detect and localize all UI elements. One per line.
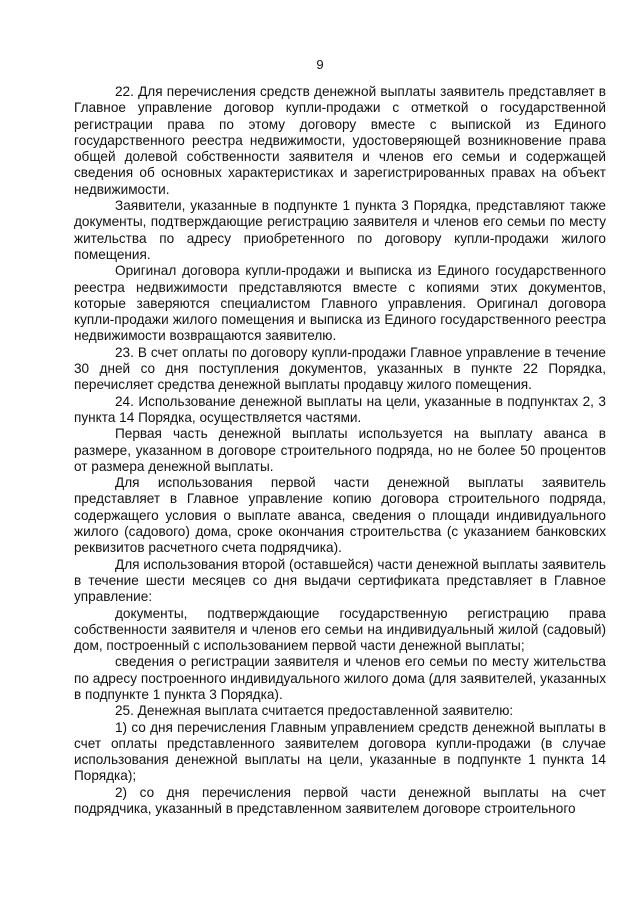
paragraph-original-documents: Оригинал договора купли-продажи и выписка из Единого государственного реестра недвижимости представляются вместе с копиями этих документов, которые заверяются специалистом Главного управления. Оригинал договора купли-продажи жилого помещения и выписка из Единого государственного реестра недвижимости возвращаются заявителю.: [74, 263, 606, 344]
paragraph-25-item-2: 2) со дня перечисления первой части денежной выплаты на счет подрядчика, указанный в представленном заявителем договоре строительного: [74, 784, 606, 817]
document-body: [74, 84, 606, 817]
paragraph-25: 25. Денежная выплата считается предоставленной заявителю:: [115, 703, 514, 719]
paragraph-24: 24. Использование денежной выплаты на цели, указанные в подпунктах 2, 3 пункта 14 Порядка, осуществляется частями.: [74, 393, 606, 425]
paragraph-23: 23. В счет оплаты по договору купли-продажи Главное управление в течение 30 дней со дня поступления документов, указанных в пункте 22 Порядка, перечисляет средства денежной выплаты продавцу жилого помещения.: [74, 344, 606, 393]
paragraph-registration-info: сведения о регистрации заявителя и членов его семьи по месту жительства по адресу построенного индивидуального жилого дома (для заявителей, указанных в подпункте 1 пункта 3 Порядка).: [74, 654, 606, 702]
paragraph-applicants-registration: Заявители, указанные в подпункте 1 пункта 3 Порядка, представляют также документы, подтверждающие регистрацию заявителя и членов его семьи по месту жительства по адресу приобретенного по договору купли-продажи жилого помещения.: [74, 198, 606, 262]
paragraph-25-item-1: 1) со дня перечисления Главным управлением средств денежной выплаты в счет оплаты представленного заявителем договора купли-продажи (в случае использования денежной выплаты на цели, указанные в подпункте 1 пункта 14 Порядка);: [74, 719, 606, 784]
paragraph-22: 22. Для перечисления средств денежной выплаты заявитель представляет в Главное управление договор купли-продажи с отметкой о государственной регистрации права по этому договору вместе с выпиской из Единого государственного реестра недвижимости, удостоверяющей возникновение права общей долевой собственности заявителя и членов его семьи и содержащей сведения об основных характеристиках и зарегистрированных правах на объект недвижимости.: [74, 84, 606, 197]
paragraph-second-part: Для использования второй (оставшейся) части денежной выплаты заявитель в течение шести месяцев со дня выдачи сертификата представляет в Главное управление:: [74, 556, 606, 605]
paragraph-first-part: Первая часть денежной выплаты используется на выплату аванса в размере, указанном в договоре строительного подряда, но не более 50 процентов от размера денежной выплаты.: [74, 426, 606, 474]
page-number: 9: [316, 57, 324, 72]
paragraph-first-part-documents: Для использования первой части денежной выплаты заявитель представляет в Главное управление копию договора строительного подряда, содержащего условия о выплате аванса, сведения о площади индивидуального жилого (садового) дома, сроке окончания строительства (с указанием банковских реквизитов расчетного счета подрядчика).: [74, 475, 606, 556]
paragraph-ownership-documents: документы, подтверждающие государственную регистрацию права собственности заявителя и членов его семьи на индивидуальный жилой (садовый) дом, построенный с использованием первой части денежной выплаты;: [74, 605, 606, 654]
